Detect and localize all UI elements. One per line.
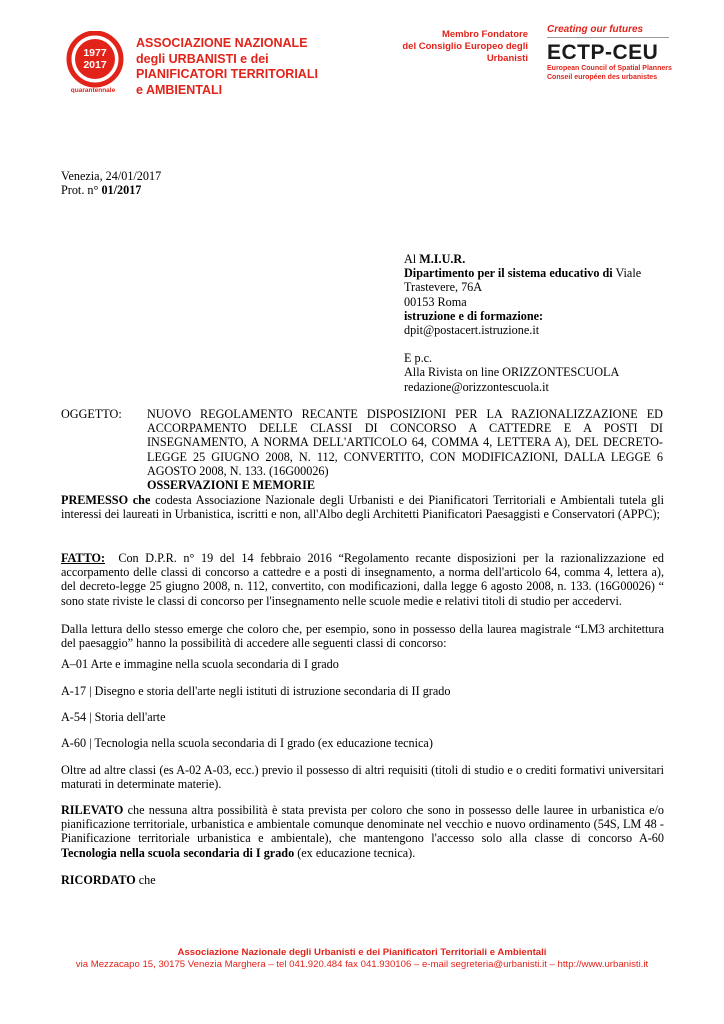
recipient-line: 00153 Roma xyxy=(404,294,467,309)
ricordato-paragraph xyxy=(61,873,156,887)
founder-note xyxy=(360,29,528,65)
subject-text: NUOVO REGOLAMENTO RECANTE DISPOSIZIONI PER LA RAZIONALIZZAZIONE ED ACCORPAMENTO DELLE CLASSI DI CONCORSO A CATTEDRE E A POSTI DI INSEGNAMENTO, A NORMA DELL'ARTICOLO 64, COMMA 4, LETTERA A), DEL DECRETO-LEGGE 25 GIUGNO 2008, N. 112, CONVERTITO, CON MODIFICAZIONI, DALLA LEGGE 6 AGOSTO 2008, N. 133. (16G00026) xyxy=(147,407,663,478)
ricordato-lead: RICORDATO xyxy=(61,873,136,887)
recipient-istruzione: istruzione e di formazione: xyxy=(404,308,544,323)
ectp-logo xyxy=(547,24,687,82)
association-line: degli URBANISTI e dei xyxy=(136,51,269,66)
association-line: PIANIFICATORI TERRITORIALI xyxy=(136,67,318,81)
premesso-text: codesta Associazione Nazionale degli Urbanisti e dei Pianificatori Territoriali e Ambientali tutela gli interessi dei laureati in Urbanistica, iscritti e non, all'Albo degli Architetti Pianificatori Paesaggisti e Conservatori (APPC); xyxy=(61,493,665,522)
logo-year-bottom: 2017 xyxy=(83,59,107,71)
ectp-rule xyxy=(547,37,669,38)
recipient-email: dpit@postacert.istruzione.it xyxy=(404,323,540,338)
ectp-tagline: Creating our futures xyxy=(547,24,644,35)
recipient-block xyxy=(404,252,704,394)
rilevato-text: che nessuna altra possibilità è stata prevista per coloro che sono in possesso delle lauree in urbanistica e/o pianificazione territoriale, urbanistica e ambientale comunque denominate nel vecchio e nuovo ordinamento (54S, LM 48 - Pianificazione territoriale urbanistica e ambientale), che mantengono l'accesso solo alla classe di concorso A-60 xyxy=(61,803,664,846)
recipient-line xyxy=(404,309,704,323)
premesso-paragraph xyxy=(61,493,664,521)
class-item: A-60 | Tecnologia nella scuola secondaria di I grado (ex educazione tecnica) xyxy=(61,736,433,750)
ectp-line-fr: Conseil européen des urbanistes xyxy=(547,73,658,81)
recipient-miur: M.I.U.R. xyxy=(419,252,466,266)
footer-title: Associazione Nazionale degli Urbanisti e dei Pianificatori Territoriali e Ambientali xyxy=(177,947,547,958)
rilevato-bold: Tecnologia nella scuola secondaria di I grado xyxy=(61,845,295,860)
rilevato-paragraph xyxy=(61,803,664,860)
ricordato-text: che xyxy=(138,873,156,887)
footer xyxy=(20,947,704,971)
rilevato-end: (ex educazione tecnica). xyxy=(297,845,416,860)
founder-line: del Consiglio Europeo degli Urbanisti xyxy=(402,41,528,64)
logo-circle-icon xyxy=(64,31,126,93)
class-item: A-17 | Disegno e storia dell'arte negli istituti di istruzione secondaria di II grado xyxy=(61,684,451,698)
ectp-line-en: European Council of Spatial Planners xyxy=(547,65,672,72)
fatto-followup: Dalla lettura dello stesso emerge che coloro che, per esempio, sono in possesso della laurea magistrale “LM3 architettura del paesaggio” hanno la possibilità di accedere alle seguenti classi di concorso: xyxy=(61,622,664,651)
recipient-line xyxy=(404,252,704,266)
recipient-line: Trastevere, 76A xyxy=(404,280,483,295)
association-line: ASSOCIAZIONE NAZIONALE xyxy=(136,36,308,50)
ectp-name: ECTP-CEU xyxy=(547,41,659,64)
recipient-prefix: Al xyxy=(404,252,417,266)
subject-bold: OSSERVAZIONI E MEMORIE xyxy=(147,478,315,493)
recipient-dept: Dipartimento per il sistema educativo di xyxy=(404,266,613,281)
cc-label: E p.c. xyxy=(404,351,433,366)
logo-caption: quarantennale xyxy=(70,87,116,93)
prot-label: Prot. n° xyxy=(61,183,99,198)
subject-label: OGGETTO: xyxy=(61,407,122,421)
rilevato-lead: RILEVATO xyxy=(61,803,124,817)
fatto-text: Con D.P.R. n° 19 del 14 febbraio 2016 “Regolamento recante disposizioni per la razionalizzazione ed accorpamento delle classi di concorso a cattedre e a posti di insegnamento, a norma dell'articolo 64, comma 4, lettera a), del decreto-legge 25 giugno 2008, n. 112, convertito, con modificazioni, dalla legge 6 agosto 2008, n. 133. (16G00026) “ sono state riviste le classi di concorso per l'insegnamento nelle scuole medie e relativi titoli di studio per accedervi. xyxy=(61,551,664,608)
prot-number: 01/2017 xyxy=(101,183,142,198)
cc-line: Alla Rivista on line ORIZZONTESCUOLA xyxy=(404,365,620,380)
fatto-paragraph xyxy=(61,551,664,608)
association-name xyxy=(136,36,318,98)
fatto-lead: FATTO: xyxy=(61,551,106,565)
recipient-street-start: Viale xyxy=(615,266,642,281)
cc-email: redazione@orizzontescuola.it xyxy=(404,379,549,394)
class-item: A-54 | Storia dell'arte xyxy=(61,710,166,724)
date-line: Venezia, 24/01/2017 xyxy=(61,169,162,183)
date-block xyxy=(61,169,161,197)
association-logo xyxy=(64,31,126,93)
oltre-paragraph: Oltre ad altre classi (es A-02 A-03, ecc.) previo il possesso di altri requisiti (titoli di studio e o crediti formativi universitari maturati in determinate materie). xyxy=(61,763,664,792)
class-item: A–01 Arte e immagine nella scuola secondaria di I grado xyxy=(61,657,339,671)
subject-block xyxy=(147,407,663,492)
premesso-lead: PREMESSO che xyxy=(61,493,151,507)
prot-line xyxy=(61,183,161,197)
logo-year-top: 1977 xyxy=(83,47,107,59)
footer-contacts: via Mezzacapo 15, 30175 Venezia Marghera – tel 041.920.484 fax 041.930106 – e-mail segreteria@urbanisti.it – http://www.urbanisti.it xyxy=(75,959,649,970)
association-line: e AMBIENTALI xyxy=(136,82,223,97)
founder-line: Membro Fondatore xyxy=(441,29,528,40)
recipient-line xyxy=(404,266,704,280)
